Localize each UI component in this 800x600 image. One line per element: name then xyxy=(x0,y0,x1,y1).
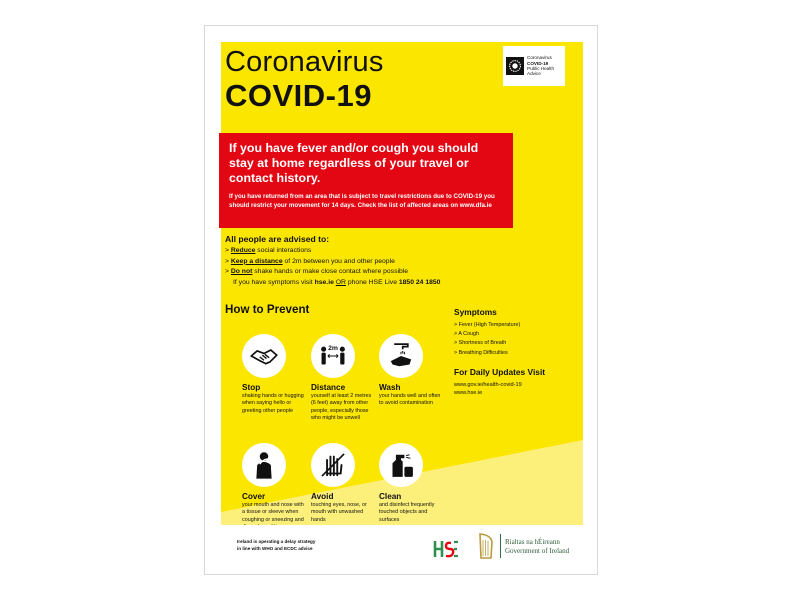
hse-logo xyxy=(433,538,459,560)
prevent-item-title: Wash xyxy=(379,383,401,392)
advice-keyword: Reduce xyxy=(230,247,256,254)
daily-updates-section xyxy=(454,367,562,397)
prevent-item-title: Distance xyxy=(311,383,346,392)
prevent-item-desc: yourself at least 2 metres (6 feet) away from other people, especially those who might be unwell xyxy=(311,393,372,422)
public-health-advice-badge xyxy=(503,46,565,86)
advice-item: > Reduce social interactions xyxy=(225,247,312,254)
symptom-item: > Breathing Difficulties xyxy=(454,349,508,356)
advice-text: social interactions xyxy=(255,247,312,254)
advice-text: of 2m between you and other people xyxy=(282,257,395,265)
advice-item: > Keep a distance of 2m between you and other people xyxy=(225,257,395,265)
badge-line-1: Coronavirus xyxy=(527,55,552,61)
prevent-item-desc: your mouth and nose with a tissue or sleeve when coughing or sneezing and xyxy=(242,502,304,523)
advice-item: > Do not shake hands or make close contact where possible xyxy=(225,268,409,276)
advice-keyword: Do not xyxy=(230,268,253,276)
prevent-item-title: Cover xyxy=(242,492,266,501)
badge-line-4: Advice xyxy=(527,71,541,77)
symptom-item: > Fever (High Temperature) xyxy=(454,322,521,328)
advice-section xyxy=(225,234,545,288)
prevent-item-title: Stop xyxy=(242,383,261,392)
title-coronavirus: Coronavirus xyxy=(225,46,384,78)
prevent-item-clean xyxy=(379,492,445,524)
prevent-item-title: Avoid xyxy=(311,492,334,501)
alert-box xyxy=(219,133,513,228)
advice-keyword: Keep a distance xyxy=(230,257,283,265)
gov-divider xyxy=(500,534,501,558)
gov-name-english: Government of Ireland xyxy=(505,547,570,555)
alert-headline: If you have fever and/or cough you should stay at home regardless of your travel or contact history. xyxy=(229,141,479,185)
distance-icon xyxy=(311,334,355,378)
hse-link[interactable]: www.hse.ie xyxy=(454,390,483,396)
hse-or: OR xyxy=(335,278,346,286)
prevent-item-avoid xyxy=(311,492,373,524)
hse-contact-line xyxy=(225,278,545,289)
symptom-item: > Shortness of Breath xyxy=(454,340,507,347)
prevent-item-distance xyxy=(311,383,375,423)
how-to-prevent-heading: How to Prevent xyxy=(225,303,310,316)
handshake-icon xyxy=(242,334,286,378)
harp-emblem-icon xyxy=(477,532,495,560)
handwash-icon xyxy=(379,334,423,378)
alert-subtext: If you have returned from an area that is subject to travel restrictions due to COVID-19 you should restrict your movement for 14 days. Check the list of affected areas on www.dfa.ie xyxy=(229,193,495,209)
delay-strategy-note: Ireland is operating a delay strategy in line with WHO and ECDC advice xyxy=(237,539,316,551)
advice-heading: All people are advised to: xyxy=(225,234,330,244)
gov-name-irish: Rialtas na hÉireann xyxy=(505,538,560,546)
prevent-item-desc: shaking hands or hugging when saying hello or greeting other people xyxy=(242,393,304,414)
cough-cover-icon xyxy=(242,443,286,487)
prevent-item-wash xyxy=(379,383,441,408)
badge-line-3: Public Health xyxy=(527,66,555,71)
hse-phone-text: phone HSE Live xyxy=(345,278,399,286)
virus-emblem-icon xyxy=(506,57,524,75)
spray-bottle-icon xyxy=(379,443,423,487)
prevent-item-title: Clean xyxy=(379,492,402,501)
prevent-item-desc: touching eyes, nose, or mouth with unwashed hands xyxy=(311,502,367,523)
poster xyxy=(204,25,598,575)
prevent-item-desc: and disinfect frequently touched objects and surfaces xyxy=(379,502,435,523)
prevent-item-stop xyxy=(242,383,308,415)
hse-site-link[interactable]: hse.ie xyxy=(314,278,334,286)
daily-updates-heading: For Daily Updates Visit xyxy=(454,367,546,377)
symptom-item: > A Cough xyxy=(454,331,480,338)
no-touch-hand-icon xyxy=(311,443,355,487)
symptoms-heading: Symptoms xyxy=(454,307,497,317)
distance-label: 2m xyxy=(328,345,338,353)
symptoms-section xyxy=(454,307,562,358)
prevent-item-desc: your hands well and often to avoid contamination xyxy=(379,393,441,407)
gov-covid-link[interactable]: www.gov.ie/health-covid-19 xyxy=(454,382,522,388)
government-of-ireland-logo xyxy=(505,538,569,556)
title-covid-19: COVID-19 xyxy=(225,78,372,113)
advice-text: shake hands or make close contact where possible xyxy=(252,268,409,276)
badge-line-2: COVID-19 xyxy=(527,60,549,66)
hse-prefix: If you have symptoms visit xyxy=(233,278,315,286)
hse-phone-number: 1850 24 1850 xyxy=(398,278,441,286)
